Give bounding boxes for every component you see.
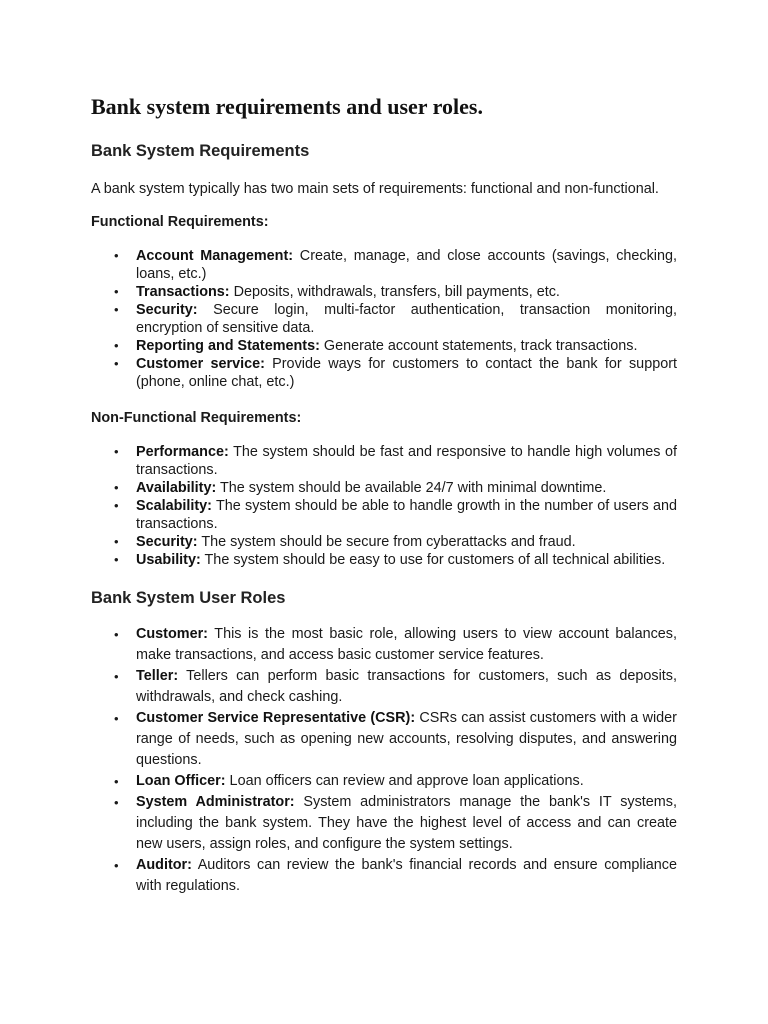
bullet-icon: • [114,552,119,567]
user-roles-list [91,624,677,897]
bullet-icon: • [114,858,119,873]
list-item-term: Teller: [136,668,179,684]
functional-requirements-heading: Functional Requirements: [91,214,269,230]
section-heading-user-roles: Bank System User Roles [91,589,286,607]
list-item-term: Loan Officer: [136,773,226,789]
list-item-term: Account Management: [136,248,294,264]
list-item [114,666,677,708]
list-item-term: Availability: [136,480,217,496]
list-item [114,855,677,897]
list-item-term: Usability: [136,552,201,568]
bullet-icon: • [114,627,119,642]
functional-requirements-list [91,247,677,391]
list-item-text: Deposits, withdrawals, transfers, bill payments, etc. [229,284,560,300]
list-item-text: This is the most basic role, allowing users to view account balances, make transactions, and access basic customer service features. [136,626,677,663]
list-item [114,337,677,355]
document-title: Bank system requirements and user roles. [91,94,483,119]
non-functional-requirements-heading: Non-Functional Requirements: [91,410,302,426]
list-item [114,792,677,855]
list-item-text: The system should be available 24/7 with minimal downtime. [216,480,607,496]
list-item-text: Provide ways for customers to contact the bank for support (phone, online chat, etc.) [136,356,677,390]
list-item-text: The system should be easy to use for customers of all technical abilities. [200,552,666,568]
list-item [114,301,677,337]
list-item-term: Reporting and Statements: [136,338,320,354]
list-item-term: System Administrator: [136,794,295,810]
list-item-term: Transactions: [136,284,230,300]
bullet-icon: • [114,795,119,810]
list-item [114,551,677,569]
list-item [114,771,677,792]
list-item [114,708,677,771]
document-body [91,93,677,915]
list-item-term: Customer Service Representative (CSR): [136,710,416,726]
bullet-icon: • [114,444,119,459]
bullet-icon: • [114,498,119,513]
bullet-icon: • [114,774,119,789]
list-item-term: Performance: [136,444,229,460]
list-item-term: Scalability: [136,498,212,514]
bullet-icon: • [114,711,119,726]
bullet-icon: • [114,338,119,353]
list-item-text: Tellers can perform basic transactions for customers, such as deposits, withdrawals, and check cashing. [136,668,677,705]
intro-paragraph: A bank system typically has two main sets of requirements: functional and non-functional. [91,181,659,197]
list-item [114,247,677,283]
list-item [114,283,677,301]
list-item [114,479,677,497]
list-item-text: Loan officers can review and approve loan applications. [225,773,584,789]
list-item-term: Customer: [136,626,208,642]
list-item-text: System administrators manage the bank's IT systems, including the bank system. They have the highest level of access and can create new users, assign roles, and configure the system settings. [136,794,677,852]
list-item-text: CSRs can assist customers with a wider range of needs, such as opening new accounts, resolving disputes, and answering questions. [136,710,677,768]
bullet-icon: • [114,480,119,495]
list-item [114,355,677,391]
list-item [114,624,677,666]
bullet-icon: • [114,669,119,684]
list-item-term: Customer service: [136,356,265,372]
bullet-icon: • [114,248,119,263]
list-item-text: Create, manage, and close accounts (savings, checking, loans, etc.) [136,248,677,282]
list-item-term: Auditor: [136,857,192,873]
list-item-term: Security: [136,302,198,318]
list-item-text: The system should be secure from cyberattacks and fraud. [197,534,576,550]
list-item-text: Secure login, multi-factor authentication, transaction monitoring, encryption of sensitive data. [136,302,677,336]
bullet-icon: • [114,534,119,549]
list-item-text: The system should be fast and responsive to handle high volumes of transactions. [136,444,677,478]
list-item [114,443,677,479]
bullet-icon: • [114,284,119,299]
list-item-text: Generate account statements, track transactions. [319,338,638,354]
list-item-text: Auditors can review the bank's financial records and ensure compliance with regulations. [136,857,677,894]
section-heading-requirements: Bank System Requirements [91,142,310,160]
bullet-icon: • [114,302,119,317]
list-item [114,533,677,551]
bullet-icon: • [114,356,119,371]
list-item [114,497,677,533]
non-functional-requirements-list [91,443,677,569]
list-item-term: Security: [136,534,198,550]
list-item-text: The system should be able to handle growth in the number of users and transactions. [136,498,677,532]
